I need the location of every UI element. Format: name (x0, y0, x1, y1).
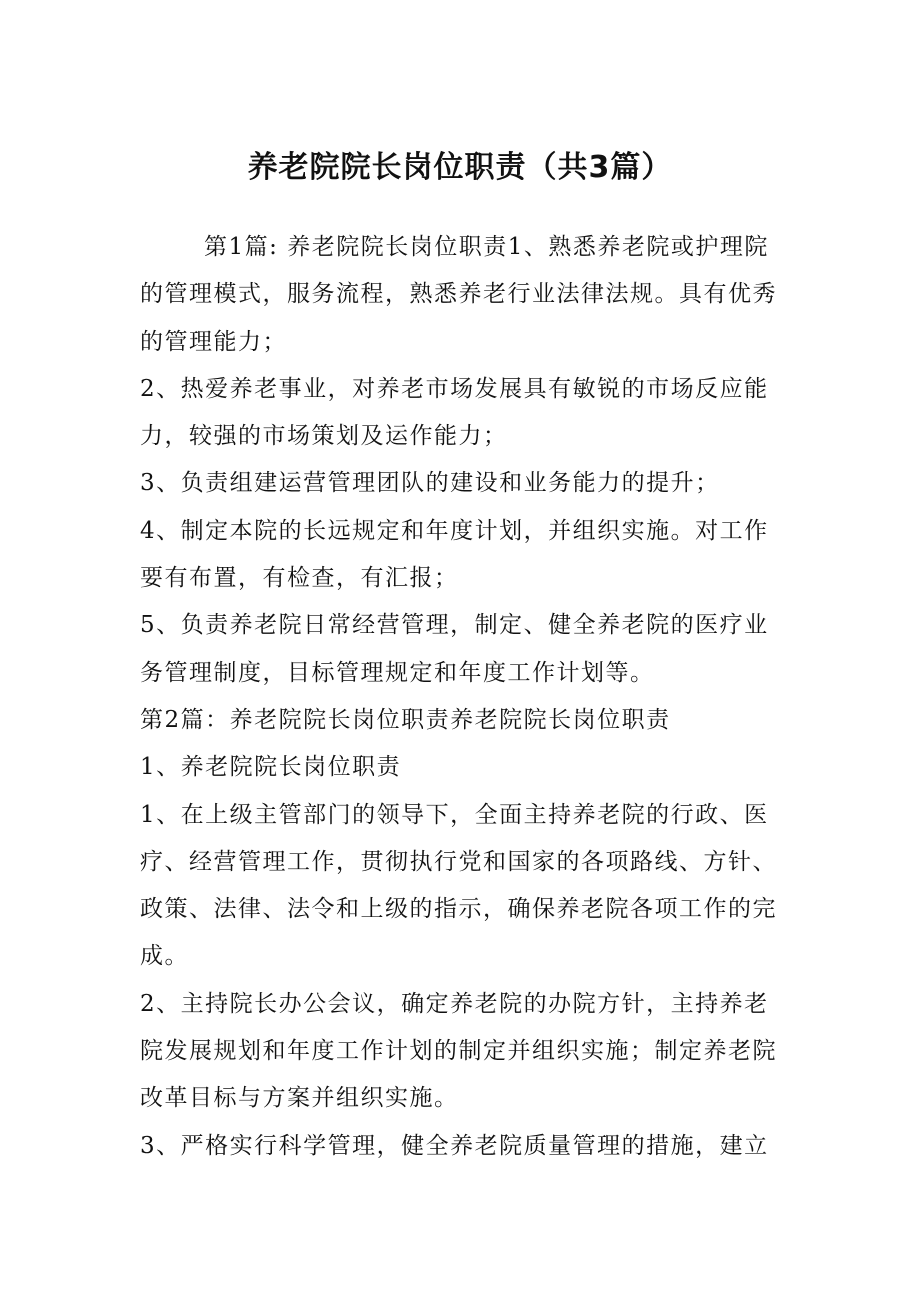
paragraph-line: 1、养老院院长岗位职责 (140, 754, 402, 781)
paragraph-line: 改革目标与方案并组织实施。 (140, 1085, 459, 1112)
paragraph-line: 疗、经营管理工作，贯彻执行党和国家的各项路线、方针、 (140, 848, 777, 875)
document-title: 养老院院长岗位职责（共3篇） (247, 150, 673, 185)
paragraph-line: 1、在上级主管部门的领导下，全面主持养老院的行政、医 (140, 801, 769, 828)
paragraph-line: 4、制定本院的长远规定和年度计划，并组织实施。对工作 (140, 517, 769, 544)
paragraph-line: 力，较强的市场策划及运作能力； (140, 423, 508, 450)
paragraph-line: 2、热爱养老事业，对养老市场发展具有敏锐的市场反应能 (140, 375, 769, 402)
paragraph-line: 3、负责组建运营管理团队的建设和业务能力的提升； (140, 470, 720, 497)
paragraph-line: 务管理制度，目标管理规定和年度工作计划等。 (140, 659, 655, 686)
document-body (140, 224, 790, 1170)
paragraph-line: 2、主持院长办公会议，确定养老院的办院方针，主持养老 (140, 990, 769, 1017)
paragraph-line: 3、严格实行科学管理，健全养老院质量管理的措施，建立 (140, 1132, 769, 1159)
paragraph-line: 5、负责养老院日常经营管理，制定、健全养老院的医疗业 (140, 612, 769, 639)
paragraph-line: 政策、法律、法令和上级的指示，确保养老院各项工作的完 (140, 896, 777, 923)
paragraph-line: 的管理模式，服务流程，熟悉养老行业法律法规。具有优秀 (140, 281, 777, 308)
paragraph-line: 成。 (140, 943, 189, 970)
paragraph-line: 要有布置，有检查，有汇报； (140, 565, 459, 592)
paragraph-line: 第1篇: 养老院院长岗位职责1、熟悉养老院或护理院 (204, 234, 769, 260)
section-heading: 第2篇：养老院院长岗位职责养老院院长岗位职责 (140, 706, 671, 733)
paragraph-line: 院发展规划和年度工作计划的制定并组织实施；制定养老院 (140, 1038, 777, 1065)
paragraph-line: 的管理能力； (140, 328, 287, 355)
